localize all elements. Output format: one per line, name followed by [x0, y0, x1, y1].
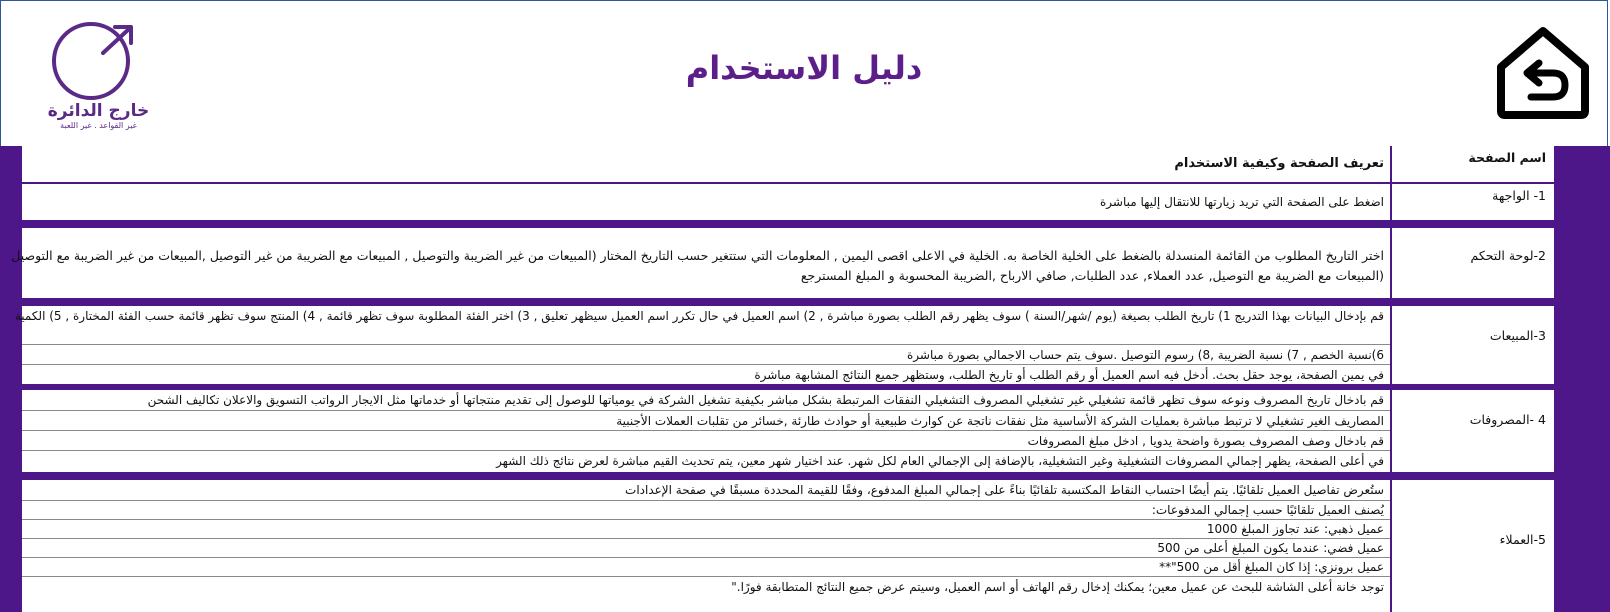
row-desc-line: 6)نسبة الخصم , 7) نسبة الضريبة ,8) رسوم التوصيل .سوف يتم حساب الاجمالي بصورة مباشرة — [906, 348, 1384, 362]
table-row-name — [1392, 390, 1554, 472]
table-row — [22, 480, 1390, 612]
page-name-cell: 4 -المصروفات — [1469, 412, 1546, 427]
row-desc-line: (المبيعات مع الضريبة مع التوصيل, عدد العملاء, عدد الطلبات, صافي الارباح ,الضريبة المحسوبة و المبلغ المسترجع — [800, 268, 1384, 283]
row-desc-line: عميل برونزي: إذا كان المبلغ أقل من 500"** — [1159, 560, 1384, 574]
table-row — [22, 184, 1390, 220]
table-row-name — [1392, 228, 1554, 298]
table-row-name — [1392, 480, 1554, 612]
table-row — [22, 390, 1390, 472]
row-desc-line: عميل ذهبي: عند تجاوز المبلغ 1000 — [1206, 522, 1384, 536]
column-header-page-name: اسم الصفحة — [1468, 150, 1546, 165]
row-desc-line: قم بادخال وصف المصروف بصورة واضحة يدويا , ادخل مبلغ المصروفات — [1027, 434, 1384, 448]
logo-name: خارج الدائرة — [47, 101, 150, 121]
table-header-desc — [22, 146, 1390, 182]
row-desc-line: المصاريف الغير تشغيلي لا ترتبط مباشرة بعمليات الشركة الأساسية مثل نفقات ناتجة عن كوارث طبيعية أو حوادث طارئة ,خسائر من تقلبات العملات الأجنبية — [616, 414, 1384, 428]
page-name-cell: 2-لوحة التحكم — [1470, 248, 1546, 263]
home-back-icon — [1491, 25, 1595, 121]
row-desc-line: ستُعرض تفاصيل العميل تلقائيًا. يتم أيضًا احتساب النقاط المكتسبة تلقائيًا بناءً على إجمالي المبلغ المدفوع، وفقًا للقيمة المحددة مسبقًا في صفحة الإعدادات — [625, 483, 1384, 497]
row-desc-line: قم بادخال تاريخ المصروف ونوعه سوف تظهر قائمة تشغيلي غير تشغيلي المصروف التشغيلي النفقات المرتبطة بشكل مباشر بكيفية تشغيل الشركة في يومياتها للوصول إلى تقديم منتجاتها أو خدماتها مثل الايجار الرواتب التسويق والاعلان تكاليف الشحن — [147, 393, 1384, 407]
row-desc-line: يُصنف العميل تلقائيًا حسب إجمالي المدفوعات: — [1151, 503, 1384, 517]
table-row-name — [1392, 184, 1554, 220]
table-row — [11, 228, 1390, 298]
row-desc-line: في أعلى الصفحة، يظهر إجمالي المصروفات التشغيلية وغير التشغيلية، بالإضافة إلى الإجمالي العام لكل شهر. عند اختيار شهر معين، يتم تحديث القيم مباشرة لعرض نتائج ذلك الشهر — [496, 454, 1384, 468]
table-row — [14, 306, 1390, 384]
page-name-cell: 3-المبيعات — [1489, 328, 1546, 343]
page-title: دليل الاستخدام — [685, 49, 923, 87]
row-desc-line: اختر التاريخ المطلوب من القائمة المنسدلة بالضغط على الخلية الخاصة به. الخلية في الاعلى اقصى اليمين , المعلومات التي ستتغير حسب التاريخ المختار (المبيعات من غير الضريبة والتوصيل , المبيعات مع الضريبة من غير التوصيل ,المبيعات من غير الضريبة مع التوصيل — [11, 248, 1384, 263]
usage-guide-table — [0, 146, 1610, 612]
row-desc-line: في يمين الصفحة، يوجد حقل بحث. أدخل فيه اسم العميل أو رقم الطلب أو تاريخ الطلب، وستظهر جميع النتائج المشابهة مباشرة — [754, 368, 1384, 382]
page-header — [0, 0, 1608, 146]
row-desc-line: قم بإدخال البيانات بهذا التدريج 1) تاريخ الطلب بصيغة (يوم /شهر/السنة ) سوف يظهر رقم الطلب بصورة مباشرة , 2) اسم العميل في حال تكرر اسم العميل سيظهر تعليق , 3) اختر الفئة المطلوبة سوف تظهر قائمة , 4) المنتج سوف تظهر قائمة حسب الفئة المختارة , 5) الكمية — [14, 309, 1384, 323]
page-name-cell: 5-العملاء — [1499, 532, 1546, 547]
table-row-name — [1392, 306, 1554, 384]
row-desc-line: اضغط على الصفحة التي تريد زيارتها للانتقال إليها مباشرة — [1099, 195, 1384, 209]
table-header-page — [1392, 146, 1554, 182]
logo-tagline: غير القواعد . غير اللعبة — [60, 121, 137, 130]
home-back-button[interactable] — [1491, 25, 1595, 121]
row-desc-line: عميل فضي: عندما يكون المبلغ أعلى من 500 — [1157, 541, 1384, 555]
page-name-cell: 1- الواجهة — [1492, 188, 1546, 203]
row-desc-line: توجد خانة أعلى الشاشة للبحث عن عميل معين؛ يمكنك إدخال رقم الهاتف أو اسم العميل، وسيتم عرض جميع النتائج المتطابقة فورًا." — [731, 580, 1384, 594]
column-header-description: تعريف الصفحة وكيفية الاستخدام — [1174, 156, 1384, 171]
